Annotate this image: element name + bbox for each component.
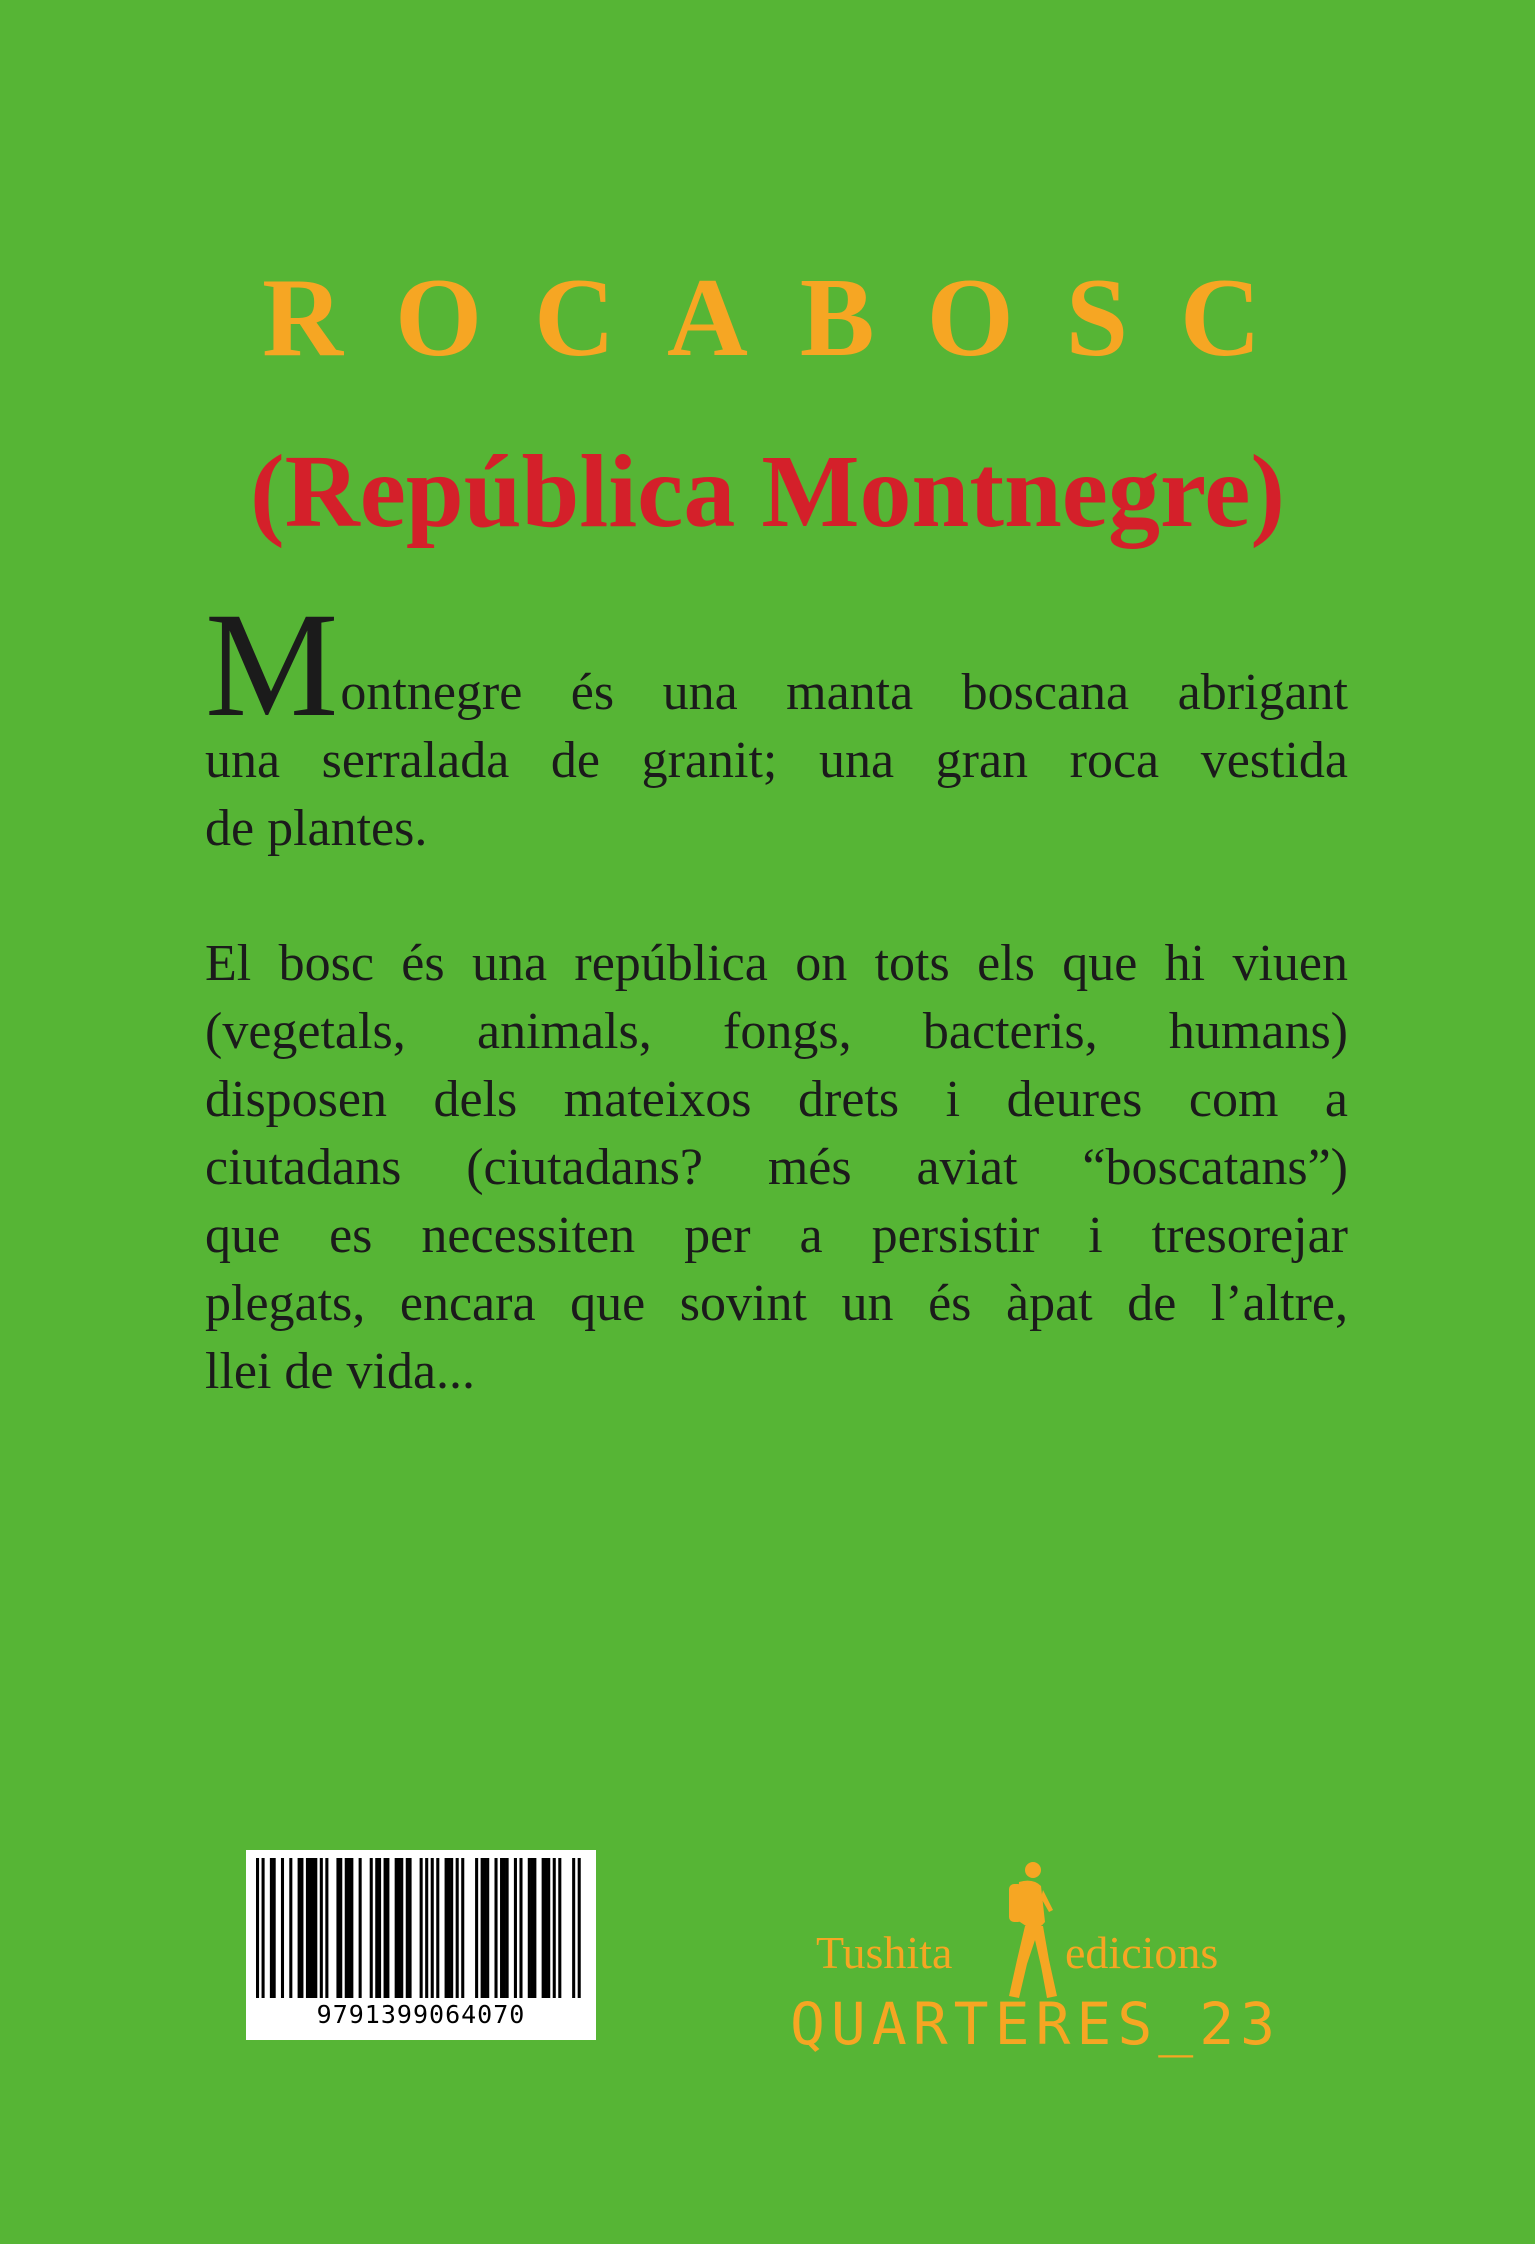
barcode-bar <box>514 1858 517 1998</box>
barcode-bar <box>386 1858 389 1998</box>
barcode-bar <box>506 1858 509 1998</box>
barcode-bar <box>348 1858 351 1998</box>
barcode-bar <box>409 1858 412 1998</box>
blurb-line: plegats, encara que sovint un és àpat de l’altre, <box>205 1275 1348 1332</box>
barcode-bar <box>375 1858 378 1998</box>
barcode-bar <box>384 1858 387 1998</box>
barcode-bar <box>325 1858 328 1998</box>
barcode-bar <box>483 1858 486 1998</box>
barcode-bar <box>461 1858 464 1998</box>
barcode-bar <box>345 1858 348 1998</box>
barcode-bar <box>447 1858 450 1998</box>
barcode-bar <box>531 1858 534 1998</box>
barcode-bar <box>339 1858 342 1998</box>
barcode-bar <box>436 1858 439 1998</box>
series-label: QUARTERES_23 <box>790 1990 1282 2058</box>
blurb-line: ciutadans (ciutadans? més aviat “boscatans”) <box>205 1139 1348 1196</box>
barcode-digits: 9791399064070 <box>316 2000 526 2029</box>
barcode-bar <box>300 1858 303 1998</box>
barcode-bar <box>547 1858 550 1998</box>
barcode-bar <box>311 1858 314 1998</box>
barcode-bars <box>256 1858 586 1998</box>
barcode-bar <box>450 1858 453 1998</box>
barcode-bar <box>553 1858 556 1998</box>
barcode-bar <box>314 1858 317 1998</box>
barcode-bar <box>558 1858 561 1998</box>
barcode-bar <box>445 1858 448 1998</box>
barcode-bar <box>378 1858 381 1998</box>
barcode-bar <box>336 1858 339 1998</box>
drop-cap: M <box>205 582 339 748</box>
publisher-name-right: edicions <box>1065 1927 1219 1978</box>
barcode-bar <box>494 1858 497 1998</box>
publisher-logo <box>790 1860 1290 2000</box>
barcode-bar <box>306 1858 309 1998</box>
barcode-bar <box>359 1858 362 1998</box>
barcode-bar <box>500 1858 503 1998</box>
blurb-line: una serralada de granit; una gran roca vestida <box>205 732 1348 789</box>
blurb-line: Montnegre és una manta boscana abrigant <box>205 582 1348 748</box>
barcode-bar <box>406 1858 409 1998</box>
barcode-bar <box>400 1858 403 1998</box>
blurb-line: llei de vida... <box>205 1343 476 1400</box>
barcode-bar <box>262 1858 265 1998</box>
blurb-paragraph-2 <box>205 930 1348 1406</box>
barcode-bar <box>370 1858 373 1998</box>
barcode-bar <box>309 1858 312 1998</box>
barcode-bar <box>420 1858 423 1998</box>
hiker-icon <box>995 1860 1065 2000</box>
barcode-bar <box>298 1858 301 1998</box>
barcode-bar <box>481 1858 484 1998</box>
barcode-bar <box>350 1858 353 1998</box>
barcode-bar <box>578 1858 581 1998</box>
barcode-bar <box>320 1858 323 1998</box>
isbn-barcode <box>246 1850 596 2040</box>
barcode-bar <box>544 1858 547 1998</box>
barcode-bar <box>425 1858 428 1998</box>
barcode-bar <box>256 1858 259 1998</box>
barcode-bar <box>503 1858 506 1998</box>
blurb-line: de plantes. <box>205 800 428 857</box>
barcode-bar <box>395 1858 398 1998</box>
barcode-bar <box>475 1858 478 1998</box>
barcode-bar <box>528 1858 531 1998</box>
barcode-bar <box>519 1858 522 1998</box>
barcode-bar <box>431 1858 434 1998</box>
blurb-line: que es necessiten per a persistir i tresorejar <box>205 1207 1348 1264</box>
blurb-line: (vegetals, animals, fongs, bacteris, humans) <box>205 1003 1348 1060</box>
barcode-bar <box>273 1858 276 1998</box>
barcode-bar <box>456 1858 459 1998</box>
book-subtitle: (República Montnegre) <box>249 434 1286 549</box>
barcode-bar <box>270 1858 273 1998</box>
barcode-bar <box>281 1858 284 1998</box>
barcode-bar <box>289 1858 292 1998</box>
barcode-bar <box>397 1858 400 1998</box>
blurb-line: El bosc és una república on tots els que hi viuen <box>205 935 1348 992</box>
barcode-bar <box>572 1858 575 1998</box>
blurb-line: disposen dels mateixos drets i deures com a <box>205 1071 1348 1128</box>
publisher-name-left: Tushita <box>816 1927 953 1978</box>
blurb-paragraph-1 <box>205 582 1348 863</box>
barcode-bar <box>542 1858 545 1998</box>
book-title: ROCABOSC <box>262 256 1313 380</box>
barcode-bar <box>533 1858 536 1998</box>
barcode-bar <box>486 1858 489 1998</box>
